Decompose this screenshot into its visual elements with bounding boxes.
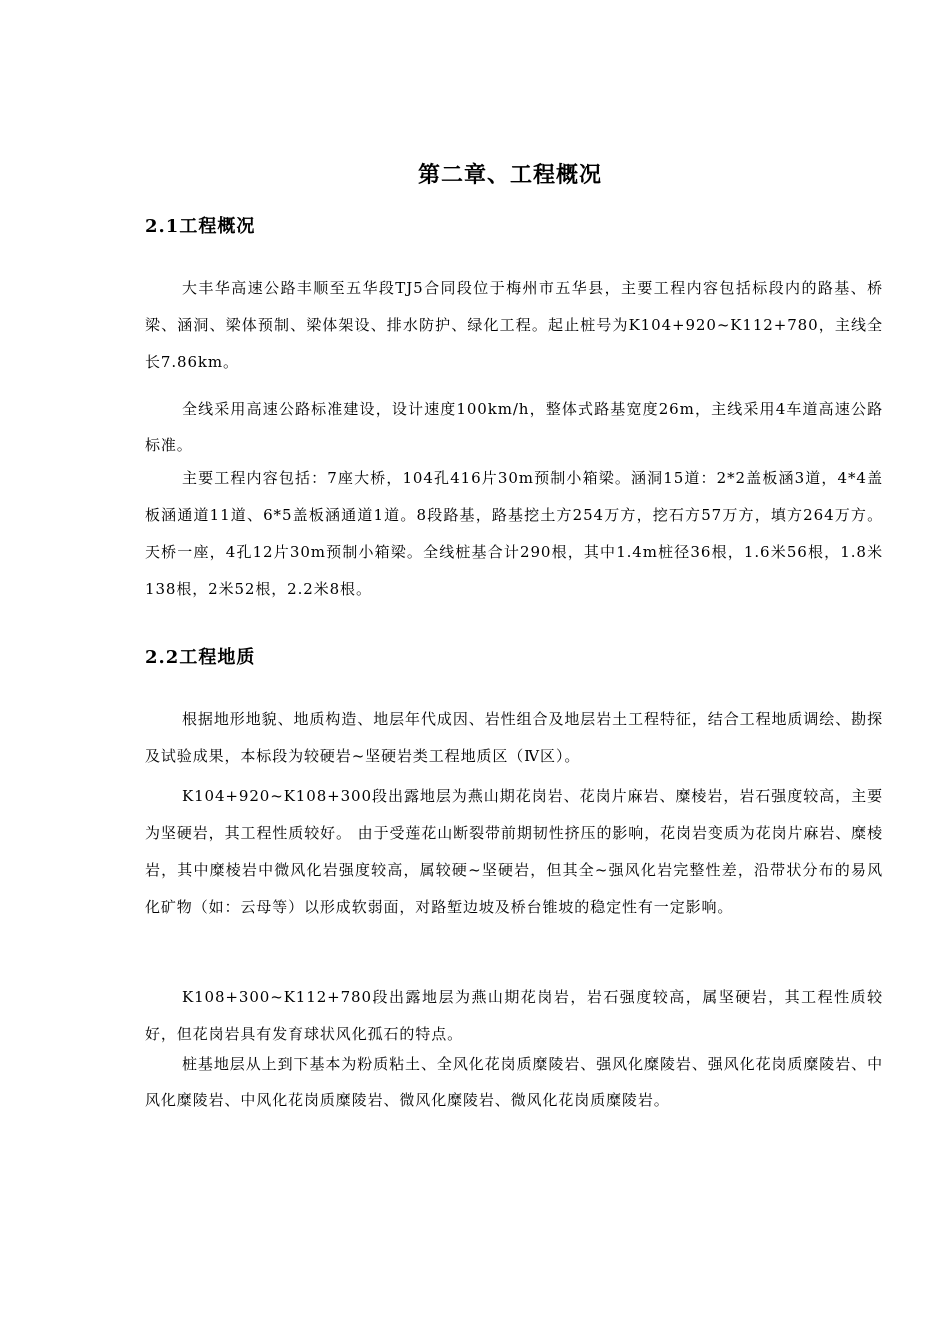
section-heading-2-2: 2.2工程地质 bbox=[145, 647, 256, 668]
paragraph-pile-strata: 桩基地层从上到下基本为粉质粘土、全风化花岗质糜陵岩、强风化糜陵岩、强风化花岗质糜陵岩、中风化糜陵岩、中风化花岗质糜陵岩、微风化糜陵岩、微风化花岗质糜陵岩。 bbox=[145, 1055, 883, 1109]
section-heading-2-1: 2.1工程概况 bbox=[145, 216, 256, 237]
paragraph-main-works: 主要工程内容包括：7座大桥，104孔416片30m预制小箱梁。涵洞15道：2*2盖板涵3道，4*4盖板涵通道11道、6*5盖板涵通道1道。8段路基，路基挖土方254万方，挖石方57万方，填方264万方。天桥一座，4孔12片30m预制小箱梁。全线桩基合计290根，其中1.4m桩径36根，1.6米56根，1.8米138根，2米52根，2.2米8根。 bbox=[145, 469, 883, 598]
paragraph-geology-zone: 根据地形地貌、地质构造、地层年代成因、岩性组合及地层岩土工程特征，结合工程地质调绘、勘探及试验成果，本标段为较硬岩~坚硬岩类工程地质区（Ⅳ区）。 bbox=[145, 710, 883, 765]
paragraph-geology-segment-1: K104+920~K108+300段出露地层为燕山期花岗岩、花岗片麻岩、糜棱岩，岩石强度较高，主要为坚硬岩，其工程性质较好。 由于受莲花山断裂带前期韧性挤压的影响，花岗岩变质为花岗片麻岩、糜棱岩，其中糜棱岩中微风化岩强度较高，属较硬~坚硬岩，但其全~强风化岩完整性差，沿带状分布的易风化矿物（如：云母等）以形成软弱面，对路堑边坡及桥台锥坡的稳定性有一定影响。 bbox=[145, 787, 883, 916]
paragraph-project-location: 大丰华高速公路丰顺至五华段TJ5合同段位于梅州市五华县，主要工程内容包括标段内的路基、桥梁、涵洞、梁体预制、梁体架设、排水防护、绿化工程。起止桩号为K104+920~K112+780，主线全长7.86km。 bbox=[145, 279, 883, 371]
chapter-title: 第二章、工程概况 bbox=[417, 161, 602, 188]
paragraph-geology-segment-2: K108+300~K112+780段出露地层为燕山期花岗岩，岩石强度较高，属坚硬岩，其工程性质较好，但花岗岩具有发育球状风化孤石的特点。 bbox=[145, 988, 883, 1043]
paragraph-design-standard: 全线采用高速公路标准建设，设计速度100km/h，整体式路基宽度26m，主线采用4车道高速公路标准。 bbox=[145, 400, 883, 454]
